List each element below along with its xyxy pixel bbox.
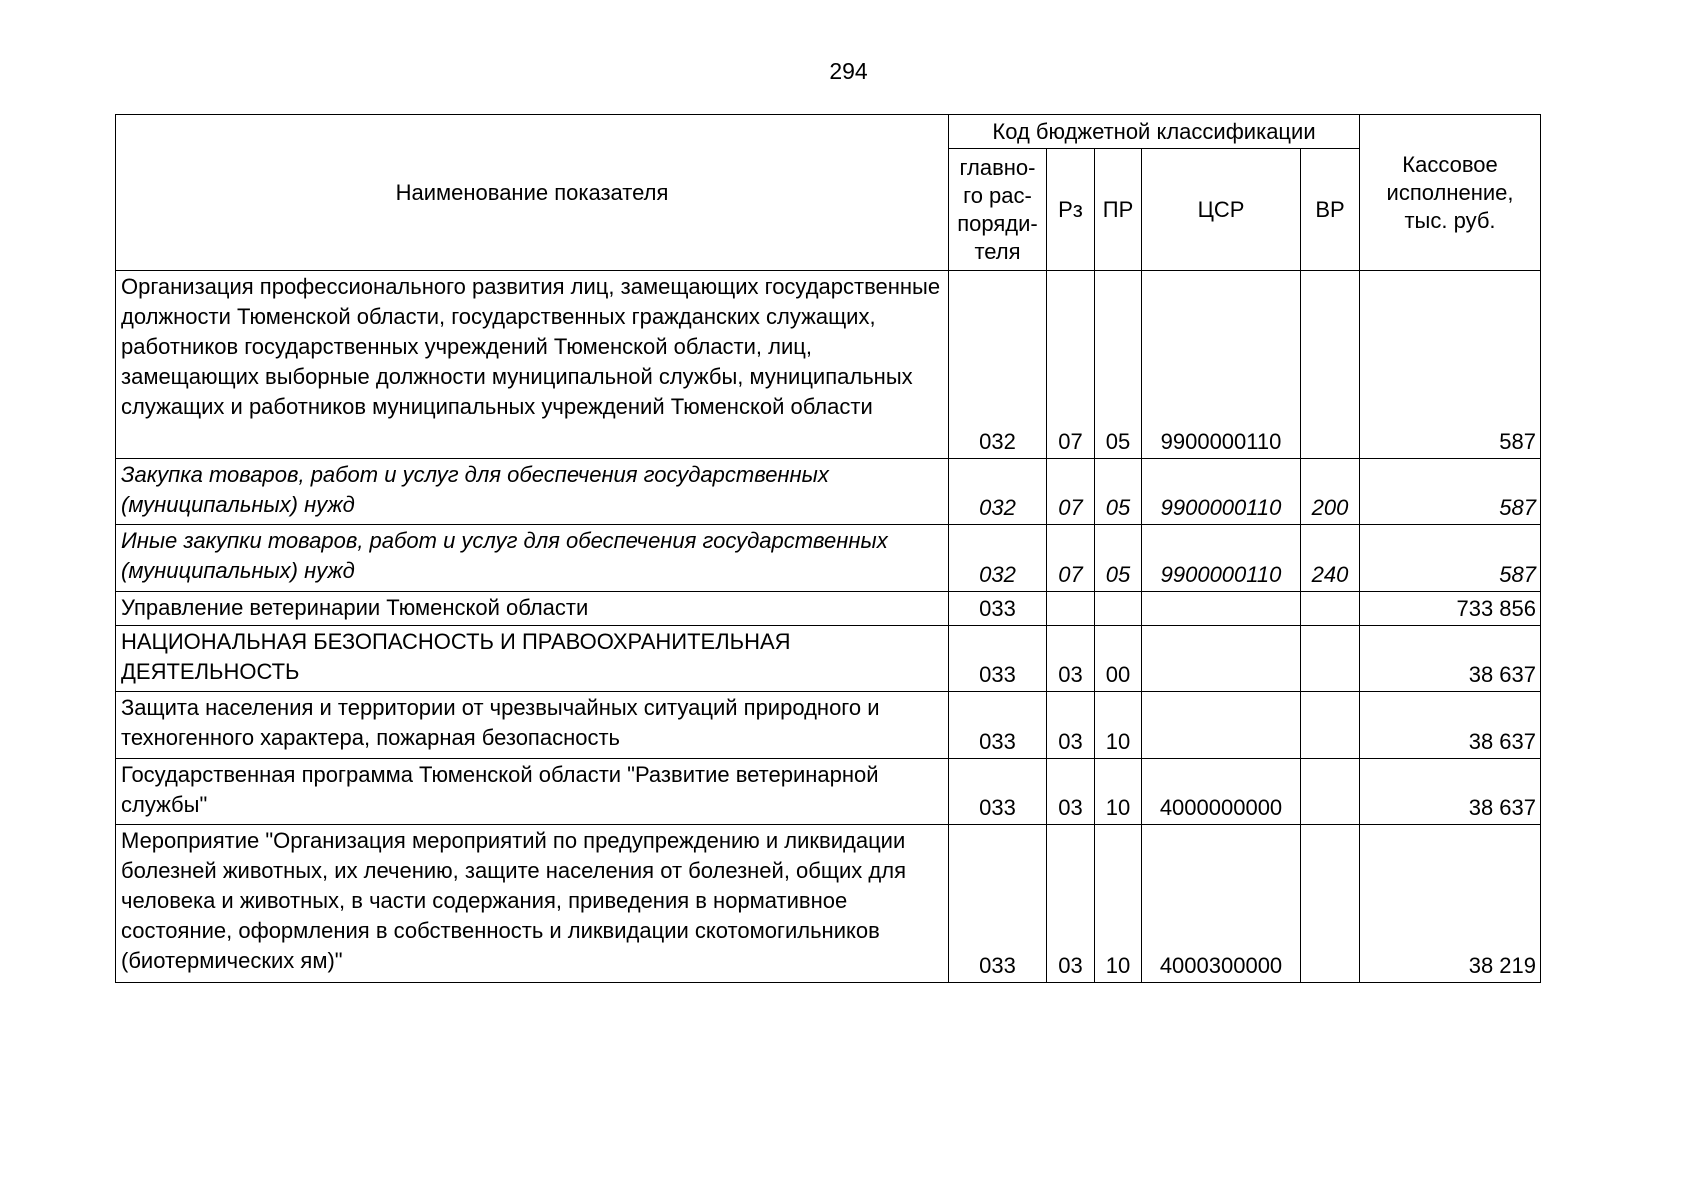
row-vr-cell <box>1301 825 1360 983</box>
row-rz-cell: 07 <box>1047 525 1095 592</box>
row-name-cell: Защита населения и территории от чрезвычайных ситуаций природного и техногенного характера, пожарная безопасность <box>116 692 949 759</box>
row-vr-cell <box>1301 692 1360 759</box>
row-sum-cell: 38 637 <box>1360 692 1541 759</box>
row-name-cell: Закупка товаров, работ и услуг для обеспечения государственных (муниципальных) нужд <box>116 459 949 525</box>
row-gr-cell: 033 <box>949 825 1047 983</box>
page-number: 294 <box>829 58 868 84</box>
row-csr-cell <box>1142 592 1301 626</box>
row-csr-cell: 4000300000 <box>1142 825 1301 983</box>
table-row <box>116 626 1541 692</box>
row-csr-cell <box>1142 692 1301 759</box>
row-pr-cell: 05 <box>1095 271 1142 459</box>
row-sum-cell: 587 <box>1360 271 1541 459</box>
row-vr-cell <box>1301 626 1360 692</box>
row-name-cell: Государственная программа Тюменской области "Развитие ветеринарной службы" <box>116 759 949 825</box>
row-pr-cell <box>1095 592 1142 626</box>
row-sum-cell: 38 637 <box>1360 759 1541 825</box>
row-pr-cell: 00 <box>1095 626 1142 692</box>
header-csr-column: ЦСР <box>1142 149 1301 271</box>
row-csr-cell: 9900000110 <box>1142 459 1301 525</box>
header-classification-group: Код бюджетной классификации <box>949 115 1360 149</box>
table-row <box>116 825 1541 983</box>
row-gr-cell: 033 <box>949 692 1047 759</box>
row-pr-cell: 10 <box>1095 759 1142 825</box>
header-sum-column: Кассовое исполнение, тыс. руб. <box>1360 115 1541 271</box>
row-gr-cell: 032 <box>949 459 1047 525</box>
row-name-cell: Организация профессионального развития лиц, замещающих государственные должности Тюменской области, государственных гражданских служащих, работников государственных учреждений Тюменской области, лиц, замещающих выборные должности муниципальной службы, муниципальных служащих и работников муниципальных учреждений Тюменской области <box>116 271 949 459</box>
row-name-cell: Иные закупки товаров, работ и услуг для обеспечения государственных (муниципальных) нужд <box>116 525 949 592</box>
row-gr-cell: 032 <box>949 271 1047 459</box>
table-row <box>116 459 1541 525</box>
row-sum-cell: 587 <box>1360 525 1541 592</box>
row-rz-cell: 07 <box>1047 271 1095 459</box>
table-row <box>116 271 1541 459</box>
header-pr-column: ПР <box>1095 149 1142 271</box>
table-row <box>116 592 1541 626</box>
row-vr-cell: 200 <box>1301 459 1360 525</box>
table-row <box>116 692 1541 759</box>
row-sum-cell: 38 219 <box>1360 825 1541 983</box>
row-csr-cell <box>1142 626 1301 692</box>
row-csr-cell: 9900000110 <box>1142 271 1301 459</box>
row-sum-cell: 587 <box>1360 459 1541 525</box>
row-vr-cell <box>1301 271 1360 459</box>
row-rz-cell <box>1047 592 1095 626</box>
table-row <box>116 759 1541 825</box>
row-gr-cell: 033 <box>949 759 1047 825</box>
row-name-cell: Мероприятие "Организация мероприятий по предупреждению и ликвидации болезней животных, их лечению, защите населения от болезней, общих для человека и животных, в части содержания, приведения в нормативное состояние, оформления в собственность и ликвидации скотомогильников (биотермических ям)" <box>116 825 949 983</box>
row-vr-cell: 240 <box>1301 525 1360 592</box>
row-pr-cell: 05 <box>1095 459 1142 525</box>
row-csr-cell: 4000000000 <box>1142 759 1301 825</box>
row-vr-cell <box>1301 592 1360 626</box>
row-pr-cell: 10 <box>1095 692 1142 759</box>
row-rz-cell: 03 <box>1047 759 1095 825</box>
row-csr-cell: 9900000110 <box>1142 525 1301 592</box>
row-gr-cell: 033 <box>949 626 1047 692</box>
row-gr-cell: 033 <box>949 592 1047 626</box>
row-pr-cell: 05 <box>1095 525 1142 592</box>
header-rz-column: Рз <box>1047 149 1095 271</box>
row-gr-cell: 032 <box>949 525 1047 592</box>
table-body <box>116 271 1541 983</box>
row-pr-cell: 10 <box>1095 825 1142 983</box>
row-sum-cell: 733 856 <box>1360 592 1541 626</box>
header-name-column: Наименование показателя <box>116 115 949 271</box>
row-rz-cell: 03 <box>1047 626 1095 692</box>
header-vr-column: ВР <box>1301 149 1360 271</box>
row-vr-cell <box>1301 759 1360 825</box>
row-name-cell: НАЦИОНАЛЬНАЯ БЕЗОПАСНОСТЬ И ПРАВООХРАНИТЕЛЬНАЯ ДЕЯТЕЛЬНОСТЬ <box>116 626 949 692</box>
row-rz-cell: 03 <box>1047 825 1095 983</box>
header-gr-column: главно- го рас- поряди- теля <box>949 149 1047 271</box>
row-rz-cell: 07 <box>1047 459 1095 525</box>
row-sum-cell: 38 637 <box>1360 626 1541 692</box>
row-rz-cell: 03 <box>1047 692 1095 759</box>
row-name-cell: Управление ветеринарии Тюменской области <box>116 592 949 626</box>
budget-table <box>115 114 1541 983</box>
table-row <box>116 525 1541 592</box>
